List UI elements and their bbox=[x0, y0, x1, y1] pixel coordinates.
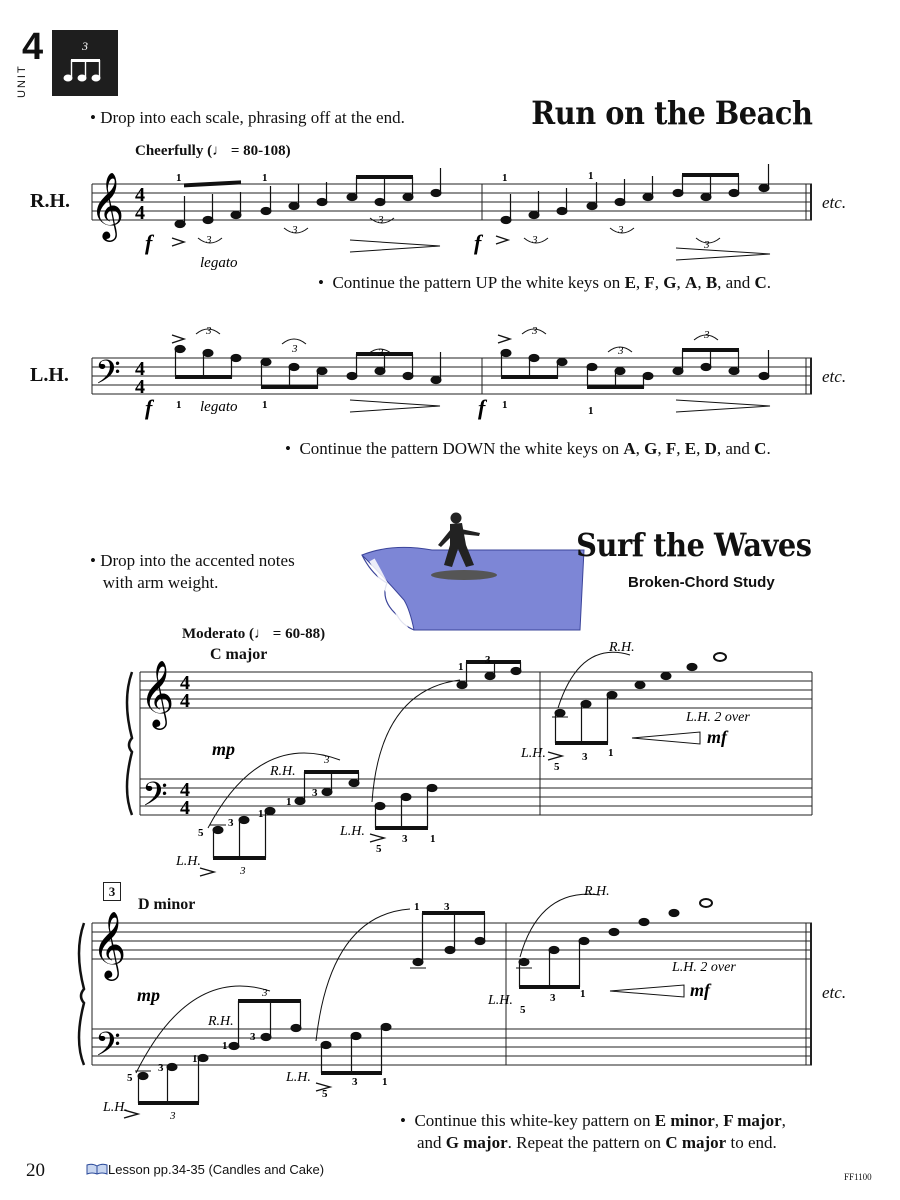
etc-label-3: etc. bbox=[822, 983, 847, 1002]
lh-label: L.H. bbox=[30, 364, 69, 386]
dynamic-mf-2: mf bbox=[690, 980, 710, 1000]
etc-label-1: etc. bbox=[822, 193, 847, 212]
final-note-sep: , bbox=[714, 1111, 724, 1130]
svg-text:3: 3 bbox=[262, 987, 268, 999]
svg-text:5: 5 bbox=[554, 761, 560, 773]
dynamic-f-2: f bbox=[474, 230, 482, 255]
key-g-major: G major bbox=[445, 1133, 508, 1152]
key-e-minor: E minor bbox=[654, 1111, 715, 1130]
etc-label-2: etc. bbox=[822, 367, 847, 386]
lh-over-marking-2: L.H. 2 over bbox=[672, 960, 736, 975]
svg-text:4: 4 bbox=[180, 690, 190, 712]
chord-label-d-minor: D minor bbox=[138, 896, 196, 913]
rh-staff-run bbox=[0, 160, 900, 280]
key-f: F bbox=[665, 439, 677, 458]
svg-text:3: 3 bbox=[444, 901, 450, 913]
time-signature-top-lh: 4 bbox=[135, 358, 145, 380]
bass-clef-icon: 𝄢 bbox=[142, 776, 168, 821]
measure-number-box: 3 bbox=[103, 882, 121, 901]
lh-marking-1b: L.H. bbox=[176, 854, 201, 869]
svg-text:3: 3 bbox=[378, 347, 384, 359]
lesson-reference-text: Lesson pp.34-35 (Candles and Cake) bbox=[108, 1162, 325, 1177]
piece-subtitle: Broken-Chord Study bbox=[628, 574, 775, 591]
piece-title-run-on-the-beach: Run on the Beach bbox=[530, 94, 812, 132]
bass-clef-icon: 𝄢 bbox=[95, 354, 121, 399]
svg-text:1: 1 bbox=[192, 1053, 198, 1065]
svg-text:3: 3 bbox=[292, 224, 298, 236]
lh-marking-2a: L.H. bbox=[286, 1070, 311, 1085]
svg-text:1: 1 bbox=[430, 833, 436, 845]
instruction-scale: • Drop into each scale, phrasing off at the end. bbox=[90, 108, 405, 127]
svg-text:3: 3 bbox=[618, 345, 624, 357]
svg-text:3: 3 bbox=[618, 224, 624, 236]
svg-text:3: 3 bbox=[240, 865, 246, 877]
svg-text:3: 3 bbox=[485, 654, 491, 666]
svg-text:4: 4 bbox=[180, 779, 190, 801]
svg-text:3: 3 bbox=[352, 1076, 358, 1088]
rh-marking-1a: R.H. bbox=[270, 764, 296, 779]
key-c: C bbox=[754, 439, 767, 458]
tempo-marking-2: Moderato (♩ = 60-88) bbox=[182, 626, 326, 642]
key-e: E bbox=[684, 439, 697, 458]
triplet-eighths-icon bbox=[52, 30, 118, 96]
svg-text:1: 1 bbox=[262, 399, 268, 411]
key-f-major: F major bbox=[723, 1111, 782, 1130]
final-note-and: and bbox=[417, 1133, 446, 1152]
svg-text:1: 1 bbox=[414, 901, 420, 913]
svg-text:1: 1 bbox=[382, 1076, 388, 1088]
key-a: A bbox=[685, 273, 698, 292]
svg-text:5: 5 bbox=[376, 843, 382, 855]
lh-note-and: , and bbox=[716, 439, 755, 458]
svg-text:3: 3 bbox=[250, 1031, 256, 1043]
svg-text:3: 3 bbox=[170, 1110, 176, 1122]
svg-text:5: 5 bbox=[520, 1004, 526, 1016]
unit-label: UNIT bbox=[16, 64, 28, 98]
dynamic-mp-1: mp bbox=[212, 739, 236, 759]
piece-title-surf-the-waves: Surf the Waves bbox=[576, 526, 812, 564]
lh-marking-1a: L.H. bbox=[340, 824, 365, 839]
svg-text:3: 3 bbox=[292, 343, 298, 355]
key-f: F bbox=[644, 273, 655, 292]
svg-text:3: 3 bbox=[532, 234, 538, 246]
rh-label: R.H. bbox=[30, 190, 70, 212]
unit-number: 4 bbox=[22, 26, 44, 68]
key-b: B bbox=[705, 273, 718, 292]
rh-marking-2b: R.H. bbox=[584, 884, 610, 899]
rh-continue-note: • Continue the pattern UP the white keys on E, F, G, A, B, and C. bbox=[318, 273, 771, 292]
product-code: FF1100 bbox=[844, 1172, 872, 1182]
treble-clef-icon: 𝄞 bbox=[140, 661, 175, 726]
final-note-repeat: . Repeat the pattern on bbox=[507, 1133, 666, 1152]
treble-clef-icon: 𝄞 bbox=[90, 173, 125, 238]
svg-text:1: 1 bbox=[286, 796, 292, 808]
tempo-marking-1: Cheerfully (♩ = 80-108) bbox=[135, 143, 291, 159]
bass-clef-icon: 𝄢 bbox=[95, 1026, 121, 1071]
svg-text:5: 5 bbox=[198, 827, 204, 839]
svg-text:1: 1 bbox=[258, 808, 264, 820]
lh-marking-2c: L.H. bbox=[488, 993, 513, 1008]
svg-text:1: 1 bbox=[608, 747, 614, 759]
key-d: D bbox=[704, 439, 717, 458]
rh-note-end: . bbox=[766, 273, 771, 292]
lh-note-end: . bbox=[766, 439, 771, 458]
svg-text:5: 5 bbox=[127, 1072, 133, 1084]
lh-marking-1c: L.H. bbox=[521, 746, 546, 761]
svg-text:3: 3 bbox=[312, 787, 318, 799]
svg-text:3: 3 bbox=[550, 992, 556, 1004]
legato-marking-lh: legato bbox=[200, 399, 238, 415]
svg-text:3: 3 bbox=[402, 833, 408, 845]
svg-text:1: 1 bbox=[580, 988, 586, 1000]
svg-text:3: 3 bbox=[206, 234, 212, 246]
dynamic-mf-1: mf bbox=[707, 727, 727, 747]
rh-marking-2a: R.H. bbox=[208, 1014, 234, 1029]
svg-text:3: 3 bbox=[324, 754, 330, 766]
key-a: A bbox=[623, 439, 636, 458]
final-note-prefix: Continue this white-key pattern on bbox=[414, 1111, 655, 1130]
instruction-accent-line2: with arm weight. bbox=[102, 573, 219, 592]
instruction-accent-line1: Drop into the accented notes bbox=[100, 551, 295, 570]
dynamic-f-3: f bbox=[145, 395, 153, 420]
key-g: G bbox=[663, 273, 677, 292]
time-signature-bottom-lh: 4 bbox=[135, 376, 145, 398]
time-signature-top: 4 bbox=[135, 184, 145, 206]
svg-text:3: 3 bbox=[228, 817, 234, 829]
svg-text:3: 3 bbox=[704, 239, 710, 251]
final-continue-note: • Continue this white-key pattern on E minor, F major, and G major. Repeat the pattern on C major to end. bbox=[400, 1111, 786, 1152]
svg-text:1: 1 bbox=[502, 399, 508, 411]
rh-note-prefix: Continue the pattern UP the white keys on bbox=[332, 273, 625, 292]
key-g: G bbox=[644, 439, 658, 458]
svg-text:1: 1 bbox=[588, 170, 594, 182]
legato-marking-rh: legato bbox=[200, 255, 238, 271]
page-number: 20 bbox=[26, 1160, 45, 1181]
surfer-wave-illustration bbox=[352, 505, 588, 640]
lh-over-marking-1: L.H. 2 over bbox=[686, 710, 750, 725]
triplet-number: 3 bbox=[82, 39, 88, 53]
dynamic-f-1: f bbox=[145, 230, 153, 255]
rh-note-and: , and bbox=[717, 273, 755, 292]
time-signature-bottom: 4 bbox=[135, 202, 145, 224]
final-note-comma: , bbox=[781, 1111, 786, 1130]
dynamic-mp-2: mp bbox=[137, 985, 161, 1005]
svg-text:4: 4 bbox=[180, 672, 190, 694]
svg-text:4: 4 bbox=[180, 797, 190, 819]
key-e: E bbox=[624, 273, 636, 292]
svg-text:1: 1 bbox=[222, 1040, 228, 1052]
svg-text:5: 5 bbox=[322, 1088, 328, 1100]
svg-text:3: 3 bbox=[704, 329, 710, 341]
lesson-reference bbox=[86, 1162, 324, 1177]
key-c-major: C major bbox=[665, 1133, 727, 1152]
lh-note-prefix: Continue the pattern DOWN the white keys on bbox=[299, 439, 624, 458]
svg-text:3: 3 bbox=[532, 325, 538, 337]
key-c: C bbox=[754, 273, 767, 292]
svg-text:3: 3 bbox=[206, 325, 212, 337]
lh-staff-run bbox=[0, 320, 900, 430]
dynamic-f-4: f bbox=[478, 395, 486, 420]
svg-text:1: 1 bbox=[176, 172, 182, 184]
instruction-scale-text: Drop into each scale, phrasing off at the end. bbox=[100, 108, 405, 127]
lh-marking-2b: L.H. bbox=[103, 1100, 128, 1115]
chord-label-c-major: C major bbox=[210, 646, 268, 663]
svg-text:1: 1 bbox=[176, 399, 182, 411]
final-note-end: to end. bbox=[726, 1133, 777, 1152]
svg-text:1: 1 bbox=[458, 661, 464, 673]
book-icon bbox=[86, 1163, 108, 1175]
treble-clef-icon: 𝄞 bbox=[92, 912, 127, 977]
unit-triplet-badge bbox=[52, 30, 118, 96]
instruction-accent: • Drop into the accented notes with arm weight. bbox=[90, 551, 295, 592]
svg-text:3: 3 bbox=[158, 1062, 164, 1074]
svg-text:3: 3 bbox=[378, 214, 384, 226]
svg-text:3: 3 bbox=[582, 751, 588, 763]
svg-text:1: 1 bbox=[588, 405, 594, 417]
svg-text:1: 1 bbox=[502, 172, 508, 184]
rh-marking-1b: R.H. bbox=[609, 640, 635, 655]
lh-continue-note: • Continue the pattern DOWN the white keys on A, G, F, E, D, and C. bbox=[285, 439, 771, 458]
svg-text:1: 1 bbox=[262, 172, 268, 184]
